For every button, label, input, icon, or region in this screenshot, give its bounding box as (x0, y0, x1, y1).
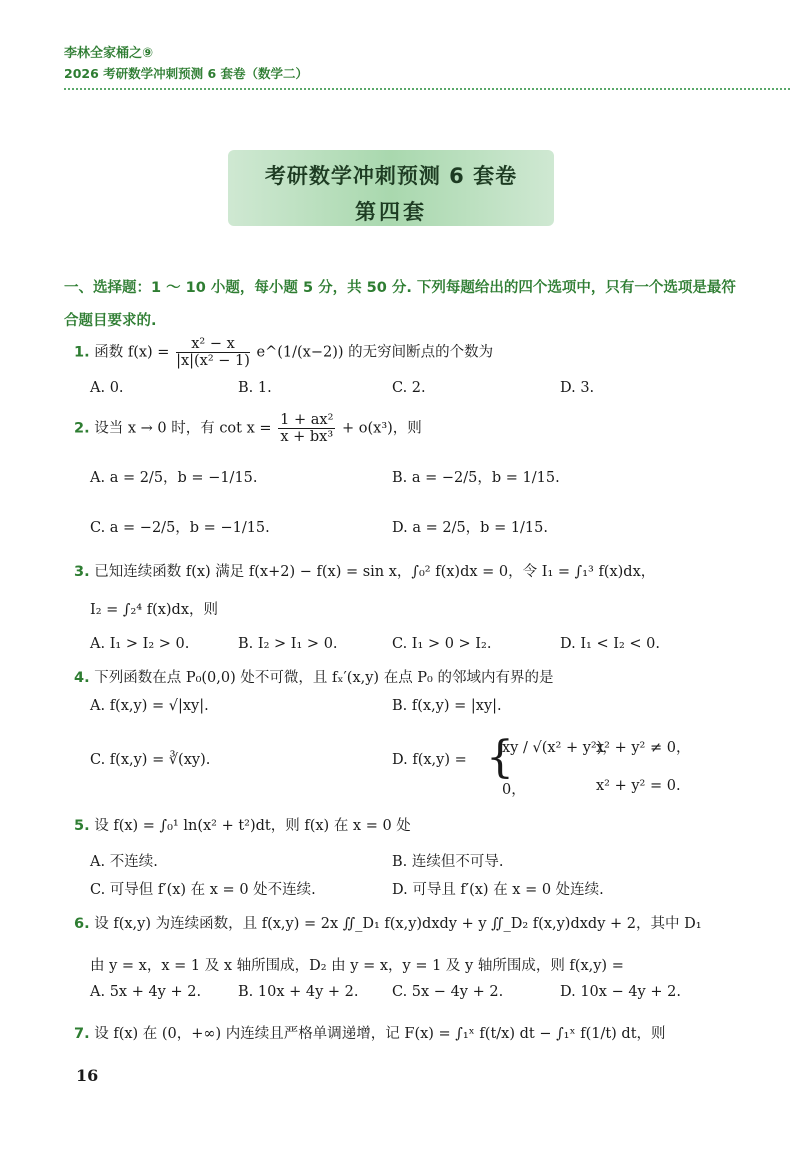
option-a: A. 0. (90, 380, 124, 396)
option-d: D. 10x − 4y + 2. (560, 984, 681, 1000)
section-heading: 一、选择题：1 ～ 10 小题，每小题 5 分，共 50 分. 下列每题给出的四个选项中，只有一个选项是最符合题目要求的. (64, 280, 736, 329)
option-c: C. a = −2/5，b = −1/15. (90, 520, 270, 536)
option-b: B. f(x,y) = |xy|. (392, 698, 502, 714)
question-1 (74, 336, 493, 369)
question-4 (74, 666, 553, 687)
option-c: C. 5x − 4y + 2. (392, 984, 504, 1000)
question-text: 设 f(x) = ∫₀¹ ln(x² + t²)dt，则 f(x) 在 x = 0 处 (94, 818, 411, 834)
option-b: B. a = −2/5，b = 1/15. (392, 470, 560, 486)
option-d: D. 3. (560, 380, 595, 396)
piecewise-case-1-expr: xy / √(x² + y²)， (502, 740, 617, 756)
option-d: D. I₁ < I₂ < 0. (560, 636, 660, 652)
question-3 (74, 560, 655, 581)
question-number: 4. (74, 670, 90, 686)
question-text: 设当 x → 0 时，有 cot x = (94, 420, 272, 437)
option-a: A. I₁ > I₂ > 0. (90, 636, 190, 652)
header-book-title: 2026 考研数学冲刺预测 6 套卷（数学二） (64, 66, 309, 81)
page-number: 16 (76, 1066, 99, 1085)
question-text: e^(1/(x−2)) 的无穷间断点的个数为 (256, 344, 494, 361)
title-banner (228, 150, 554, 226)
question-text: 设 f(x,y) 为连续函数，且 f(x,y) = 2x ∬_D₁ f(x,y)dxdy + y ∬_D₂ f(x,y)dxdy + 2，其中 D₁ (94, 916, 702, 932)
question-3-line-2: I₂ = ∫₂⁴ f(x)dx，则 (90, 602, 219, 618)
option-a: A. a = 2/5，b = −1/15. (90, 470, 258, 486)
denominator: |x|(x² − 1) (176, 353, 250, 369)
fraction (176, 336, 250, 369)
question-text: 已知连续函数 f(x) 满足 f(x+2) − f(x) = sin x，∫₀² f(x)dx = 0，令 I₁ = ∫₁³ f(x)dx， (94, 564, 656, 580)
option-a: A. f(x,y) = √|xy|. (90, 698, 209, 714)
option-b: B. 1. (238, 380, 272, 396)
question-2 (74, 412, 422, 445)
question-text: + o(x³)，则 (342, 420, 422, 437)
question-7 (74, 1022, 666, 1043)
piecewise-brace: { (486, 732, 514, 783)
option-b: B. 10x + 4y + 2. (238, 984, 359, 1000)
question-number: 5. (74, 818, 90, 834)
option-d: D. f(x,y) = (392, 752, 467, 768)
option-c: C. 2. (392, 380, 426, 396)
piecewise-case-1-cond: x² + y² ≠ 0， (596, 740, 691, 756)
question-text: 下列函数在点 P₀(0,0) 处不可微，且 fₓ′(x,y) 在点 P₀ 的邻域内有界的是 (94, 670, 554, 686)
denominator: x + bx³ (280, 429, 334, 445)
piecewise-case-2-cond: x² + y² = 0. (596, 778, 681, 794)
question-number: 3. (74, 564, 90, 580)
numerator: x² − x (176, 336, 250, 353)
option-b: B. 连续但不可导. (392, 854, 504, 870)
question-number: 6. (74, 916, 90, 932)
question-number: 2. (74, 420, 90, 437)
question-text: 设 f(x) 在 (0，+∞) 内连续且严格单调递增，记 F(x) = ∫₁ˣ f(t/x) dt − ∫₁ˣ f(1/t) dt，则 (94, 1026, 666, 1042)
piecewise-case-2-expr: 0， (502, 782, 526, 798)
question-number: 7. (74, 1026, 90, 1042)
option-a: A. 不连续. (90, 854, 158, 870)
question-5 (74, 814, 411, 835)
option-c: C. 可导但 f′(x) 在 x = 0 处不连续. (90, 882, 316, 898)
option-d: D. a = 2/5，b = 1/15. (392, 520, 548, 536)
header-series: 李林全家桶之⑨ (64, 46, 154, 61)
question-number: 1. (74, 344, 90, 361)
option-a: A. 5x + 4y + 2. (90, 984, 202, 1000)
numerator: 1 + ax² (280, 412, 334, 428)
option-c: C. f(x,y) = ∛(xy). (90, 752, 211, 768)
banner-subtitle: 第四套 (355, 200, 427, 224)
banner-title: 考研数学冲刺预测 6 套卷 (264, 164, 518, 188)
question-6-line-2: 由 y = x，x = 1 及 x 轴所围成，D₂ 由 y = x，y = 1 及 y 轴所围成，则 f(x,y) = (90, 958, 624, 974)
option-b: B. I₂ > I₁ > 0. (238, 636, 338, 652)
header-divider (64, 88, 790, 90)
fraction (278, 412, 335, 445)
option-d: D. 可导且 f′(x) 在 x = 0 处连续. (392, 882, 604, 898)
question-text: 函数 f(x) = (94, 344, 170, 361)
question-6 (74, 912, 702, 933)
option-c: C. I₁ > 0 > I₂. (392, 636, 492, 652)
